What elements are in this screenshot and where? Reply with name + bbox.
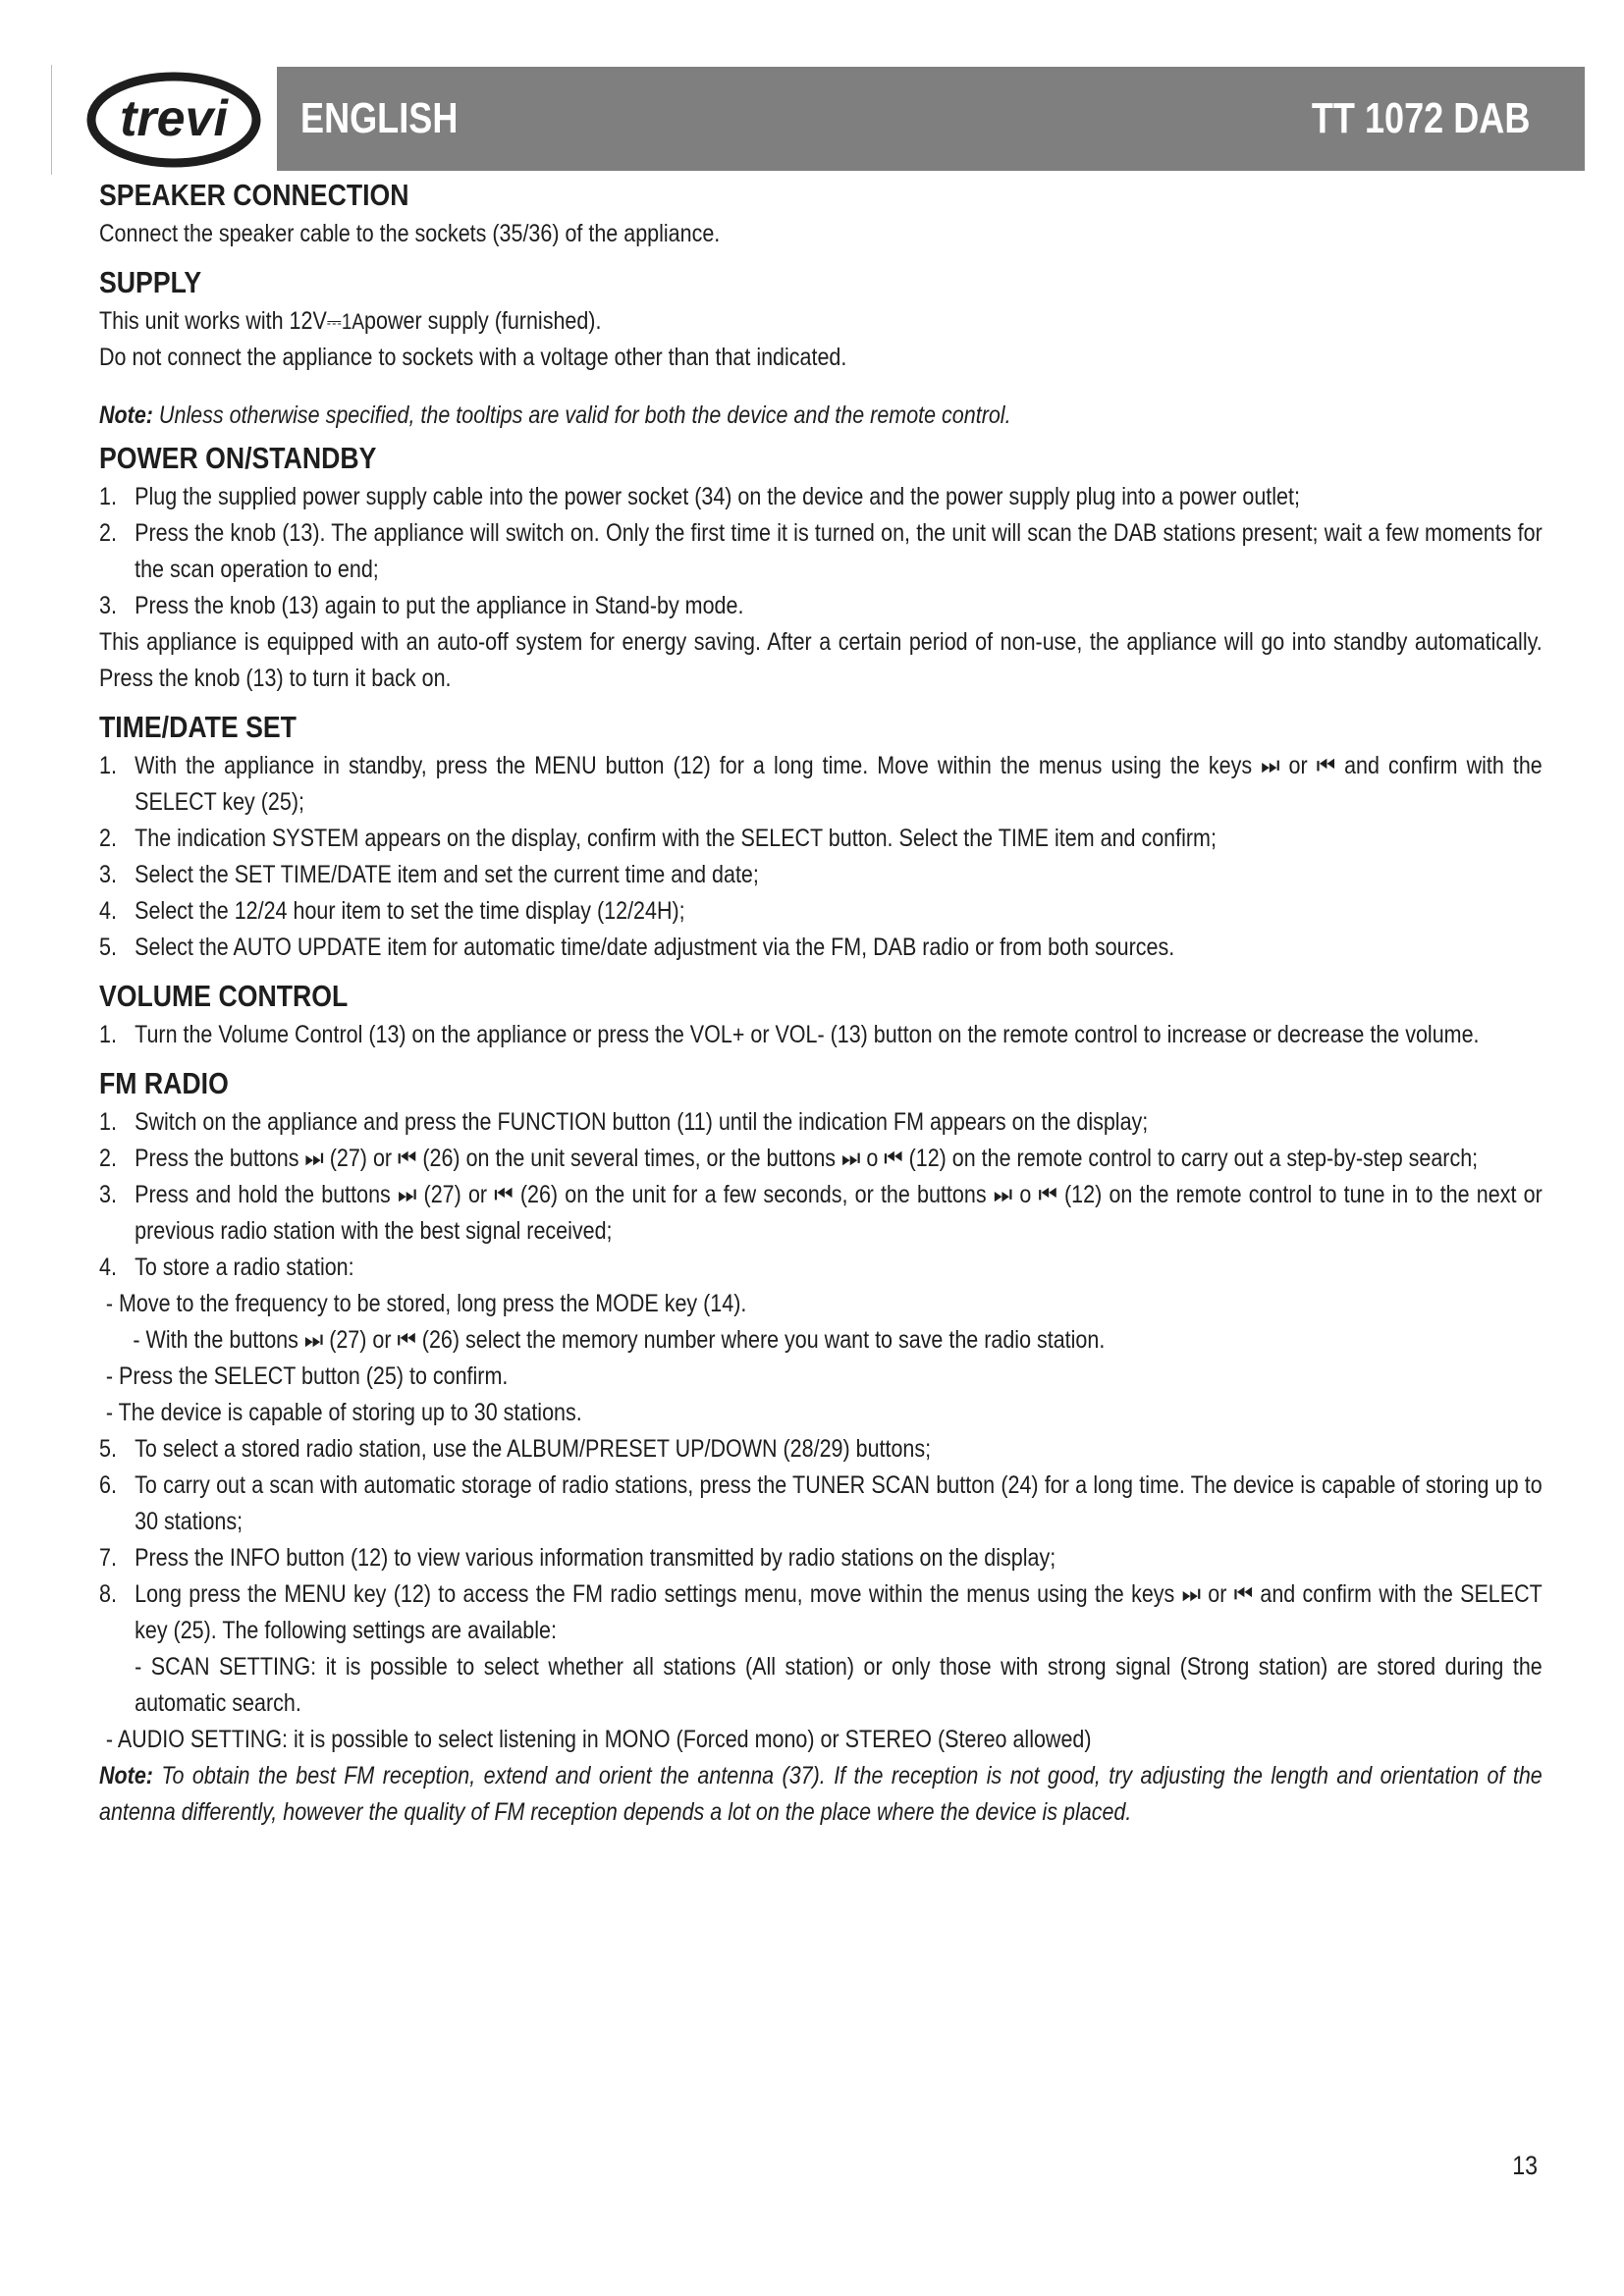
section-title-timedate: TIME/DATE SET [99, 710, 297, 744]
list-item: 1. Switch on the appliance and press the FUNCTION button (11) until the indication FM appears on the display; [99, 1108, 1149, 1136]
list-item: 4. Select the 12/24 hour item to set the time display (12/24H); [99, 897, 685, 925]
fm-setting: - SCAN SETTING: it is possible to select whether all stations (All station) or only those with strong signal (Strong station) are stored during the automatic search. [135, 1653, 1543, 1717]
header-language: ENGLISH [300, 94, 459, 142]
volume-list [99, 1017, 1543, 1053]
supply-line-1: This unit works with 12V⎓1Apower supply (furnished). [99, 303, 1543, 340]
list-item: 3. Select the SET TIME/DATE item and set the current time and date; [99, 861, 759, 888]
section-title-power: POWER ON/STANDBY [99, 441, 377, 475]
store-step: - With the buttons ⏭ (27) or ⏮ (26) select the memory number where you want to save the radio station. [133, 1326, 1106, 1354]
timedate-list [99, 748, 1543, 966]
list-item: 2. Press the buttons ⏭ (27) or ⏮ (26) on the unit several times, or the buttons ⏭ o ⏮ (12) on the remote control to carry out a step-by-step search; [99, 1145, 1479, 1172]
speaker-text: Connect the speaker cable to the sockets (35/36) of the appliance. [99, 220, 721, 247]
dc-symbol: ⎓1A [326, 309, 365, 334]
list-item: 3. Press the knob (13) again to put the appliance in Stand-by mode. [99, 592, 744, 619]
list-item: 6. To carry out a scan with automatic storage of radio stations, press the TUNER SCAN button (24) for a long time. The device is capable of storing up to 30 stations; [99, 1471, 1543, 1535]
page-number: 13 [1512, 2151, 1538, 2180]
list-item: 2. Press the knob (13). The appliance will switch on. Only the first time it is turned on, the unit will scan the DAB stations present; wait a few moments for the scan operation to end; [99, 519, 1543, 583]
list-item: 5. To select a stored radio station, use the ALBUM/PRESET UP/DOWN (28/29) buttons; [99, 1435, 932, 1463]
trevi-logo [86, 71, 261, 169]
trevi-logo-graphic [86, 71, 261, 169]
supply-line-2: Do not connect the appliance to sockets with a voltage other than that indicated. [99, 344, 847, 371]
list-item: 1. With the appliance in standby, press the MENU button (12) for a long time. Move within the menus using the keys ⏭ or ⏮ and confirm with the SELECT key (25); [99, 752, 1543, 816]
fm-setting: - AUDIO SETTING: it is possible to select listening in MONO (Forced mono) or STEREO (Stereo allowed) [105, 1726, 1092, 1753]
list-item: 8. Long press the MENU key (12) to access the FM radio settings menu, move within the menus using the keys ⏭ or ⏮ and confirm with the SELECT key (25). The following settings are available: [99, 1580, 1543, 1644]
list-item: 5. Select the AUTO UPDATE item for automatic time/date adjustment via the FM, DAB radio or from both sources. [99, 934, 1175, 961]
list-item: 2. The indication SYSTEM appears on the display, confirm with the SELECT button. Select the TIME item and confirm; [99, 825, 1217, 852]
store-step: - Move to the frequency to be stored, long press the MODE key (14). [105, 1290, 747, 1317]
svg-text:trevi: trevi [120, 90, 228, 147]
section-title-volume: VOLUME CONTROL [99, 979, 349, 1013]
fm-list-b [99, 1431, 1543, 1649]
header-model: TT 1072 DAB [1311, 94, 1530, 142]
section-title-fm: FM RADIO [99, 1066, 229, 1100]
store-step: - Press the SELECT button (25) to confirm. [105, 1362, 509, 1390]
fm-list-a [99, 1104, 1543, 1286]
power-auto-off-text: This appliance is equipped with an auto-off system for energy saving. After a certain period of non-use, the appliance will go into standby automatically. Press the knob (13) to turn it back on. [99, 628, 1543, 692]
list-item: 1. Turn the Volume Control (13) on the appliance or press the VOL+ or VOL- (13) button on the remote control to increase or decrease the volume. [99, 1021, 1480, 1048]
note-tooltips: Note: Unless otherwise specified, the tooltips are valid for both the device and the remote control. [99, 401, 1011, 429]
list-item: 7. Press the INFO button (12) to view various information transmitted by radio stations on the display; [99, 1544, 1056, 1572]
list-item: 3. Press and hold the buttons ⏭ (27) or ⏮ (26) on the unit for a few seconds, or the buttons ⏭ o ⏮ (12) on the remote control to tune in to the next or previous radio station with the best signal received; [99, 1181, 1543, 1245]
note-fm-reception: Note: To obtain the best FM reception, extend and orient the antenna (37). If the reception is not good, try adjusting the length and orientation of the antenna differently, however the quality of FM reception depends a lot on the place where the device is placed. [99, 1762, 1543, 1826]
main-content [99, 175, 1543, 1831]
list-item: 4. To store a radio station: [99, 1254, 354, 1281]
section-title-speaker: SPEAKER CONNECTION [99, 178, 409, 212]
power-list [99, 479, 1543, 624]
list-item: 1. Plug the supplied power supply cable into the power socket (34) on the device and the power supply plug into a power outlet; [99, 483, 1300, 510]
page-edge-line [51, 65, 52, 175]
section-title-supply: SUPPLY [99, 265, 202, 299]
store-step: - The device is capable of storing up to 30 stations. [105, 1399, 582, 1426]
